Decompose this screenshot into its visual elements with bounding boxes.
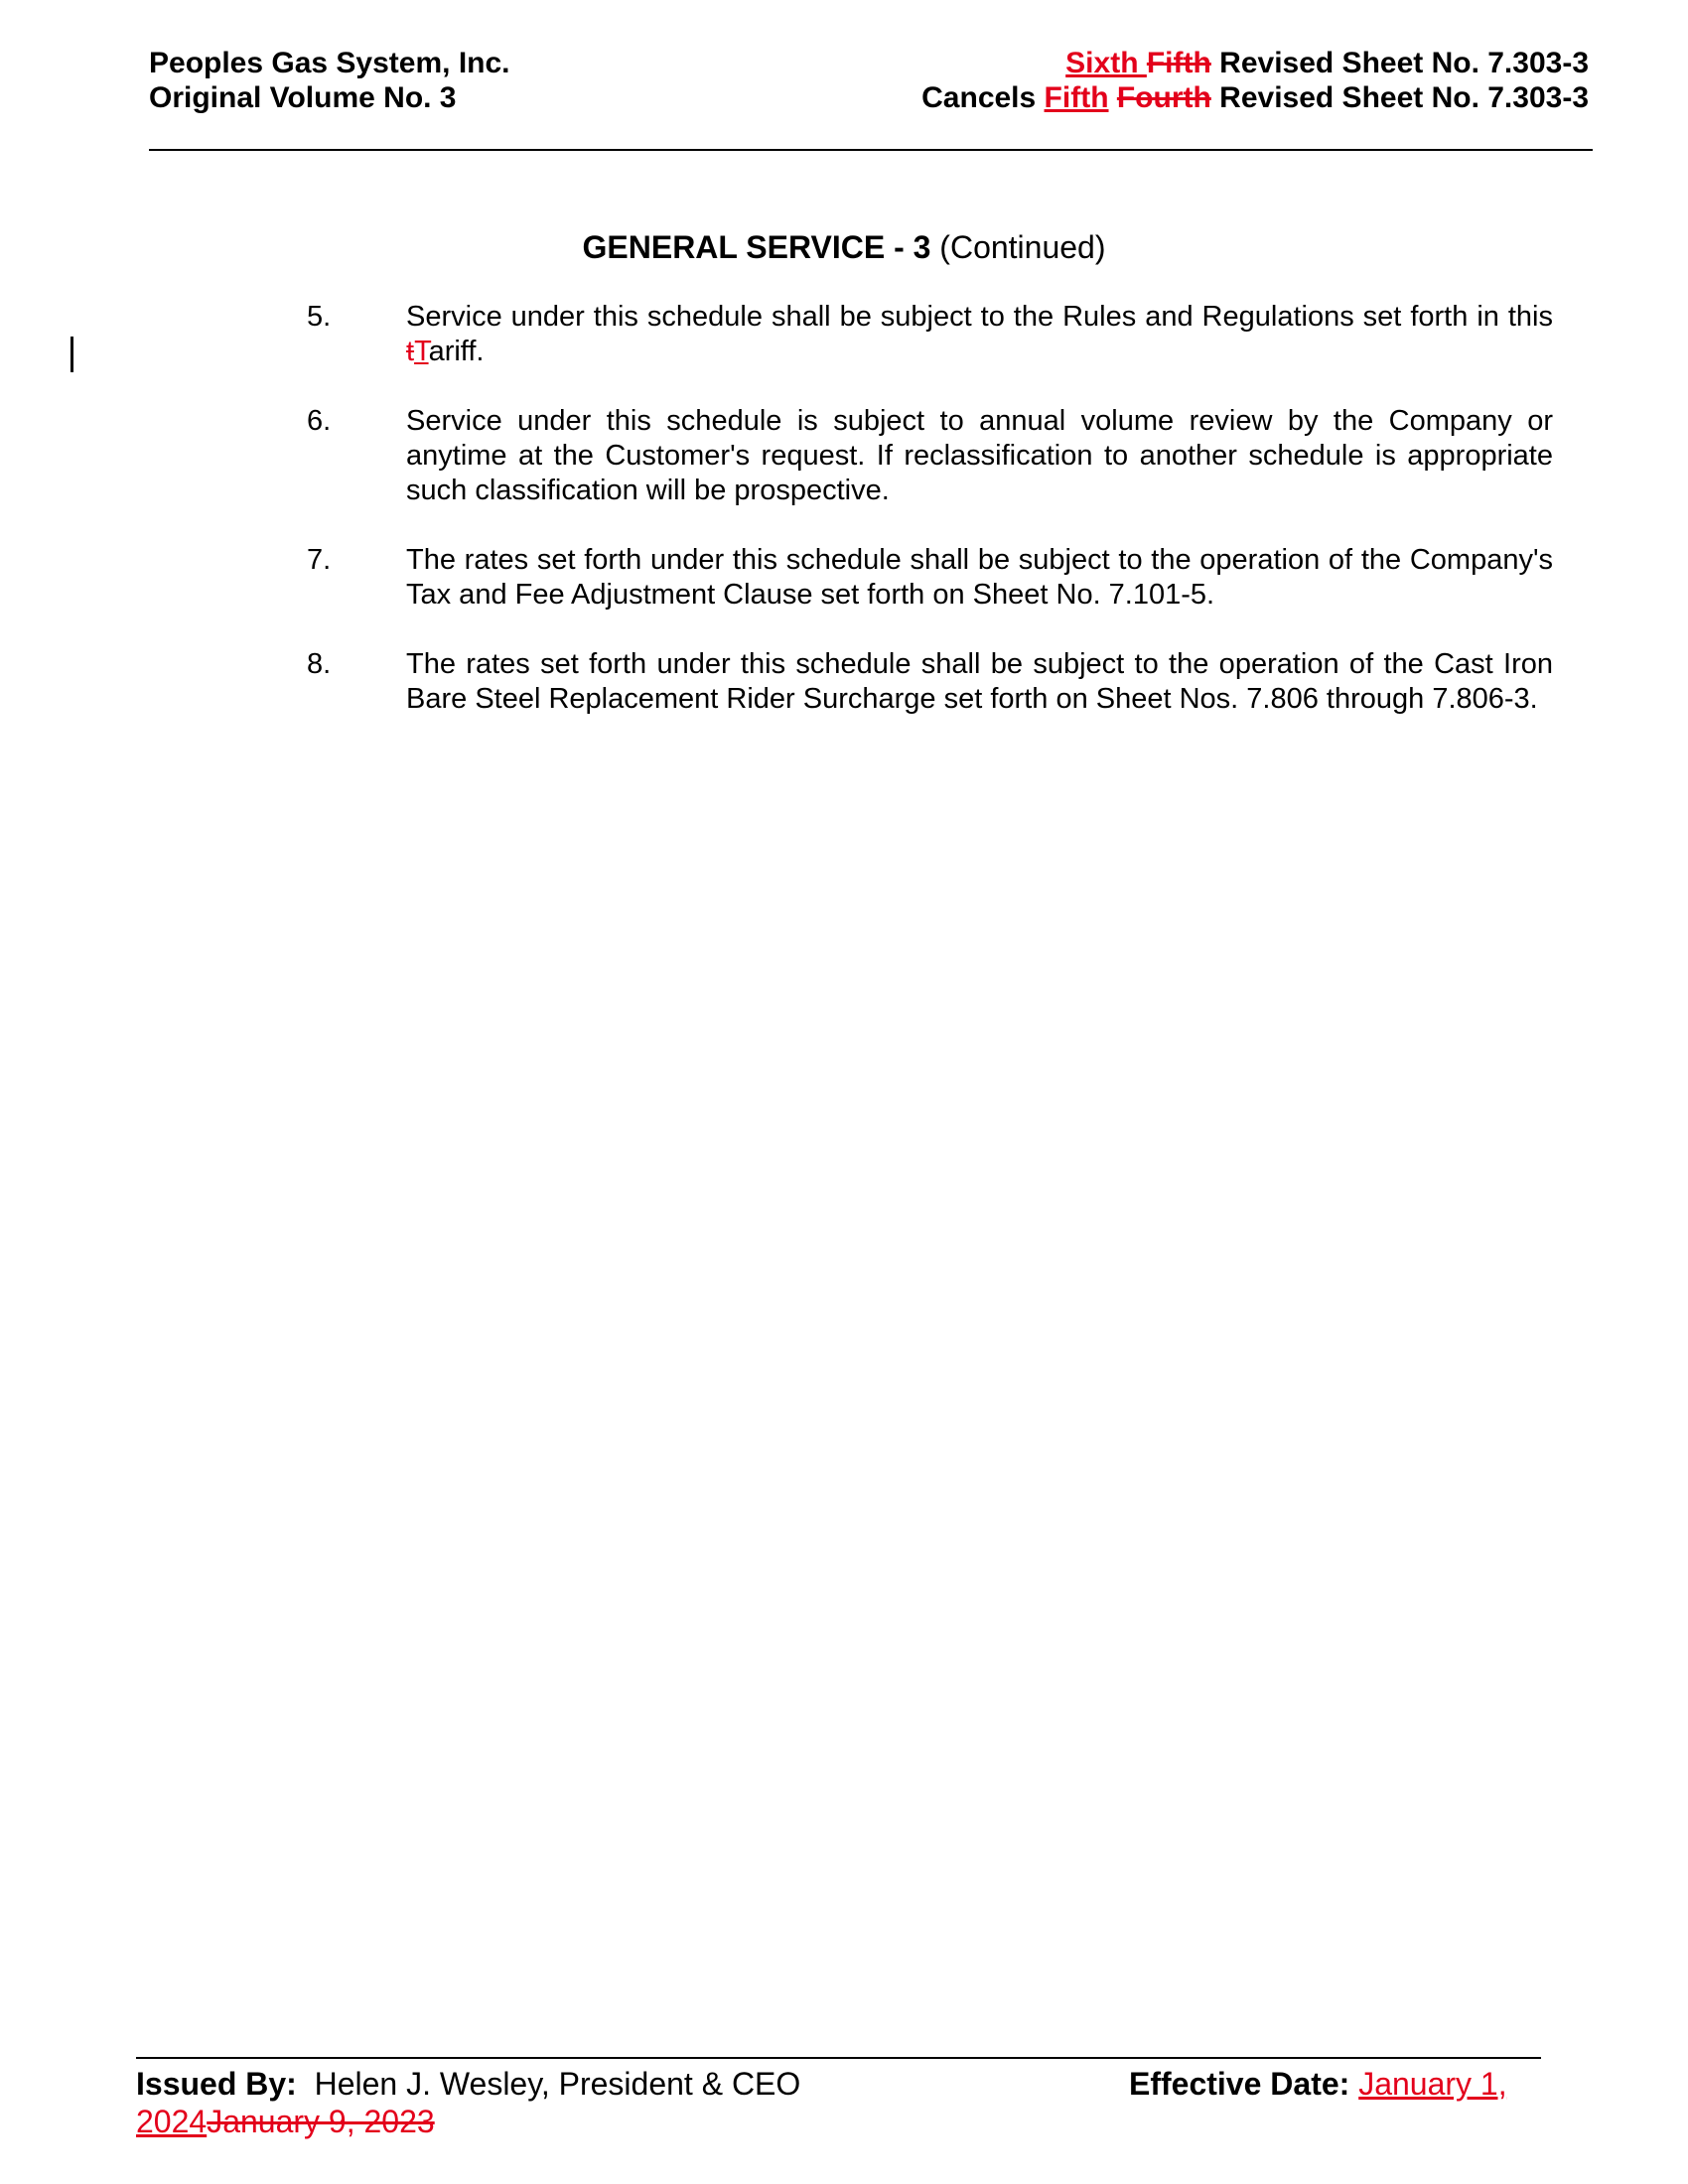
sheet-number — [921, 46, 1589, 80]
effective-date-continued — [136, 2103, 435, 2140]
item-text: Service under this schedule shall be subject to the Rules and Regulations set forth in this tTariff. — [406, 301, 1553, 367]
item-text: The rates set forth under this schedule shall be subject to the operation of the Cast Iron Bare Steel Replacement Rider Surcharge set forth on Sheet Nos. 7.806 through 7.806-3. — [406, 648, 1553, 715]
header-divider — [149, 149, 1593, 151]
issued-label: Issued By: — [136, 2066, 297, 2102]
header-left — [149, 46, 510, 115]
sheet-inserted-text: Sixth — [1065, 47, 1147, 79]
title-sub: (Continued) — [930, 229, 1106, 265]
revision-change-bar — [70, 337, 73, 372]
effective-date — [1129, 2065, 1507, 2103]
cancels-deleted-text: Fourth — [1116, 81, 1211, 114]
list-item — [307, 647, 1553, 717]
effective-inserted-date: January 1, — [1358, 2066, 1507, 2102]
effective-label: Effective Date: — [1129, 2066, 1350, 2102]
inserted-text: T — [414, 336, 429, 367]
footer-divider-left — [136, 2057, 1010, 2059]
cancels-prefix: Cancels — [921, 81, 1045, 114]
list-item — [307, 300, 1553, 369]
effective-inserted-year: 2024 — [136, 2104, 208, 2139]
item-number: 5. — [307, 301, 332, 333]
cancels-rest-text: Revised Sheet No. 7.303-3 — [1210, 81, 1589, 114]
issued-by — [136, 2065, 800, 2103]
cancels-sheet-number — [921, 80, 1589, 115]
item-text: Service under this schedule is subject to annual volume review by the Company or anytime at the Customer's request. If reclassification to another schedule is appropriate such classification will be prospective. — [406, 405, 1553, 506]
deleted-text: t — [406, 336, 415, 367]
item-number: 7. — [307, 544, 332, 576]
list-item — [307, 404, 1553, 508]
issued-value: Helen J. Wesley, President & CEO — [296, 2066, 801, 2102]
effective-deleted-date: January 9, 2023 — [207, 2104, 435, 2139]
company-name: Peoples Gas System, Inc. — [149, 47, 510, 79]
page-title — [0, 228, 1688, 266]
item-text: The rates set forth under this schedule shall be subject to the operation of the Company's Tax and Fee Adjustment Clause set forth on Sheet No. 7.101-5. — [406, 544, 1553, 611]
volume-label: Original Volume No. 3 — [149, 81, 457, 114]
cancels-inserted-text: Fifth — [1044, 81, 1109, 114]
item-number: 8. — [307, 648, 332, 680]
header-right — [921, 46, 1589, 115]
sheet-rest-text: Revised Sheet No. 7.303-3 — [1210, 47, 1589, 79]
sheet-deleted-text: Fifth — [1146, 47, 1211, 79]
title-main: GENERAL SERVICE - 3 — [582, 229, 931, 265]
footer-divider-right — [1005, 2057, 1541, 2059]
list-item — [307, 543, 1553, 613]
item-number: 6. — [307, 405, 332, 437]
